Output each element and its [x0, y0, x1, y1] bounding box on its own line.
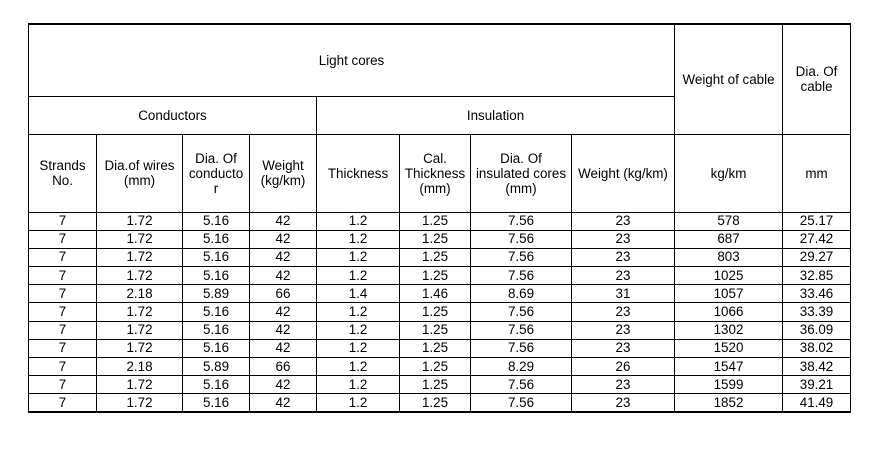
- cal-thickness-header: Cal. Thickness (mm): [400, 134, 471, 212]
- dia-of-conductor-cell: 5.16: [183, 321, 250, 339]
- cable-dia-cell: 33.39: [783, 303, 851, 321]
- dia-of-wires-cell: 1.72: [97, 267, 183, 285]
- dia-of-wires-cell: 1.72: [97, 321, 183, 339]
- dia-insulated-cores-header: Dia. Of insulated cores (mm): [471, 134, 572, 212]
- strands-no-cell: 7: [29, 212, 97, 230]
- cable-dia-cell: 38.42: [783, 358, 851, 376]
- cable-weight-cell: 1025: [675, 267, 783, 285]
- thickness-cell: 1.2: [317, 303, 400, 321]
- dia-of-wires-cell: 1.72: [97, 376, 183, 394]
- dia-insulated-cores-cell: 7.56: [471, 321, 572, 339]
- cable-dia-cell: 27.42: [783, 230, 851, 248]
- dia-insulated-cores-cell: 7.56: [471, 303, 572, 321]
- cal-thickness-cell: 1.25: [400, 394, 471, 412]
- insulation-weight-cell: 26: [572, 358, 675, 376]
- dia-of-conductor-cell: 5.16: [183, 267, 250, 285]
- table-row: [29, 230, 851, 248]
- dia-insulated-cores-cell: 7.56: [471, 248, 572, 266]
- thickness-cell: 1.2: [317, 267, 400, 285]
- conductor-weight-cell: 42: [250, 248, 317, 266]
- thickness-cell: 1.2: [317, 212, 400, 230]
- conductor-weight-cell: 42: [250, 230, 317, 248]
- cal-thickness-cell: 1.25: [400, 267, 471, 285]
- conductor-weight-cell: 42: [250, 339, 317, 357]
- dia-of-wires-header: Dia.of wires (mm): [97, 134, 183, 212]
- conductor-weight-cell: 42: [250, 212, 317, 230]
- table-row: [29, 267, 851, 285]
- dia-insulated-cores-cell: 8.69: [471, 285, 572, 303]
- dia-insulated-cores-cell: 7.56: [471, 267, 572, 285]
- cable-spec-table: [28, 23, 851, 413]
- cable-dia-cell: 29.27: [783, 248, 851, 266]
- weight-of-cable-label: Weight of cable: [682, 71, 775, 87]
- strands-no-cell: 7: [29, 267, 97, 285]
- dia-insulated-cores-cell: 8.29: [471, 358, 572, 376]
- dia-insulated-cores-cell: 7.56: [471, 394, 572, 412]
- thickness-cell: 1.2: [317, 394, 400, 412]
- dia-of-conductor-cell: 5.16: [183, 339, 250, 357]
- conductors-header: Conductors: [29, 96, 317, 134]
- insulation-weight-cell: 31: [572, 285, 675, 303]
- dia-of-wires-cell: 1.72: [97, 212, 183, 230]
- insulation-weight-cell: 23: [572, 230, 675, 248]
- cable-dia-cell: 25.17: [783, 212, 851, 230]
- cable-dia-cell: 36.09: [783, 321, 851, 339]
- dia-of-wires-cell: 2.18: [97, 285, 183, 303]
- cable-weight-cell: 1520: [675, 339, 783, 357]
- insulation-weight-cell: 23: [572, 321, 675, 339]
- cable-weight-cell: 578: [675, 212, 783, 230]
- header-row-1: [29, 24, 851, 96]
- strands-no-cell: 7: [29, 376, 97, 394]
- thickness-cell: 1.4: [317, 285, 400, 303]
- cal-thickness-cell: 1.46: [400, 285, 471, 303]
- strands-no-cell: 7: [29, 230, 97, 248]
- cable-weight-cell: 1599: [675, 376, 783, 394]
- table-row: [29, 358, 851, 376]
- thickness-cell: 1.2: [317, 248, 400, 266]
- header-row-3: [29, 134, 851, 212]
- thickness-header: Thickness: [317, 134, 400, 212]
- cable-dia-cell: 38.02: [783, 339, 851, 357]
- table-row: [29, 303, 851, 321]
- conductor-weight-cell: 42: [250, 394, 317, 412]
- dia-of-conductor-cell: 5.16: [183, 248, 250, 266]
- dia-of-conductor-cell: 5.16: [183, 376, 250, 394]
- cable-dia-unit: mm: [783, 134, 851, 212]
- dia-of-wires-cell: 1.72: [97, 339, 183, 357]
- dia-insulated-cores-cell: 7.56: [471, 230, 572, 248]
- weight-of-cable-header: [675, 24, 783, 134]
- strands-no-cell: 7: [29, 248, 97, 266]
- conductor-weight-cell: 66: [250, 285, 317, 303]
- dia-of-conductor-header: Dia. Of conducto r: [183, 134, 250, 212]
- cable-dia-cell: 33.46: [783, 285, 851, 303]
- thickness-cell: 1.2: [317, 376, 400, 394]
- table-row: [29, 248, 851, 266]
- conductor-weight-cell: 42: [250, 267, 317, 285]
- cable-dia-cell: 41.49: [783, 394, 851, 412]
- strands-no-cell: 7: [29, 303, 97, 321]
- table-row: [29, 321, 851, 339]
- cable-dia-cell: 32.85: [783, 267, 851, 285]
- conductor-weight-header: Weight (kg/km): [250, 134, 317, 212]
- insulation-weight-header: Weight (kg/km): [572, 134, 675, 212]
- conductor-weight-cell: 42: [250, 376, 317, 394]
- cal-thickness-cell: 1.25: [400, 339, 471, 357]
- strands-no-cell: 7: [29, 358, 97, 376]
- insulation-weight-cell: 23: [572, 303, 675, 321]
- insulation-weight-cell: 23: [572, 376, 675, 394]
- cable-weight-cell: 1302: [675, 321, 783, 339]
- dia-of-cable-label: Dia. Of cable: [795, 64, 838, 95]
- cable-weight-cell: 803: [675, 248, 783, 266]
- insulation-weight-cell: 23: [572, 212, 675, 230]
- cal-thickness-cell: 1.25: [400, 230, 471, 248]
- dia-of-conductor-cell: 5.16: [183, 212, 250, 230]
- table-row: [29, 376, 851, 394]
- conductor-weight-cell: 42: [250, 321, 317, 339]
- table-row: [29, 339, 851, 357]
- insulation-weight-cell: 23: [572, 267, 675, 285]
- thickness-cell: 1.2: [317, 321, 400, 339]
- dia-of-conductor-cell: 5.89: [183, 358, 250, 376]
- table-row: [29, 285, 851, 303]
- dia-insulated-cores-cell: 7.56: [471, 339, 572, 357]
- dia-of-conductor-cell: 5.16: [183, 394, 250, 412]
- dia-of-cable-header: [783, 24, 851, 134]
- strands-no-header: Strands No.: [29, 134, 97, 212]
- dia-of-wires-cell: 1.72: [97, 303, 183, 321]
- strands-no-cell: 7: [29, 394, 97, 412]
- cal-thickness-cell: 1.25: [400, 358, 471, 376]
- cable-weight-cell: 1066: [675, 303, 783, 321]
- dia-insulated-cores-cell: 7.56: [471, 212, 572, 230]
- cable-weight-cell: 1852: [675, 394, 783, 412]
- thickness-cell: 1.2: [317, 339, 400, 357]
- cable-dia-cell: 39.21: [783, 376, 851, 394]
- dia-of-conductor-cell: 5.89: [183, 285, 250, 303]
- cable-weight-unit: kg/km: [675, 134, 783, 212]
- dia-of-conductor-cell: 5.16: [183, 303, 250, 321]
- dia-of-wires-cell: 1.72: [97, 230, 183, 248]
- cable-weight-cell: 1057: [675, 285, 783, 303]
- dia-of-wires-cell: 1.72: [97, 394, 183, 412]
- cable-weight-cell: 1547: [675, 358, 783, 376]
- cable-weight-cell: 687: [675, 230, 783, 248]
- dia-of-conductor-cell: 5.16: [183, 230, 250, 248]
- insulation-header: Insulation: [317, 96, 675, 134]
- insulation-weight-cell: 23: [572, 394, 675, 412]
- cal-thickness-cell: 1.25: [400, 248, 471, 266]
- dia-insulated-cores-cell: 7.56: [471, 376, 572, 394]
- cal-thickness-cell: 1.25: [400, 376, 471, 394]
- insulation-weight-cell: 23: [572, 339, 675, 357]
- thickness-cell: 1.2: [317, 358, 400, 376]
- thickness-cell: 1.2: [317, 230, 400, 248]
- table-row: [29, 212, 851, 230]
- strands-no-cell: 7: [29, 321, 97, 339]
- strands-no-cell: 7: [29, 285, 97, 303]
- dia-of-wires-cell: 2.18: [97, 358, 183, 376]
- table-body: [29, 212, 851, 412]
- conductor-weight-cell: 42: [250, 303, 317, 321]
- cal-thickness-cell: 1.25: [400, 321, 471, 339]
- dia-of-wires-cell: 1.72: [97, 248, 183, 266]
- strands-no-cell: 7: [29, 339, 97, 357]
- table-row: [29, 394, 851, 412]
- cal-thickness-cell: 1.25: [400, 212, 471, 230]
- cal-thickness-cell: 1.25: [400, 303, 471, 321]
- insulation-weight-cell: 23: [572, 248, 675, 266]
- conductor-weight-cell: 66: [250, 358, 317, 376]
- light-cores-header: Light cores: [29, 24, 675, 96]
